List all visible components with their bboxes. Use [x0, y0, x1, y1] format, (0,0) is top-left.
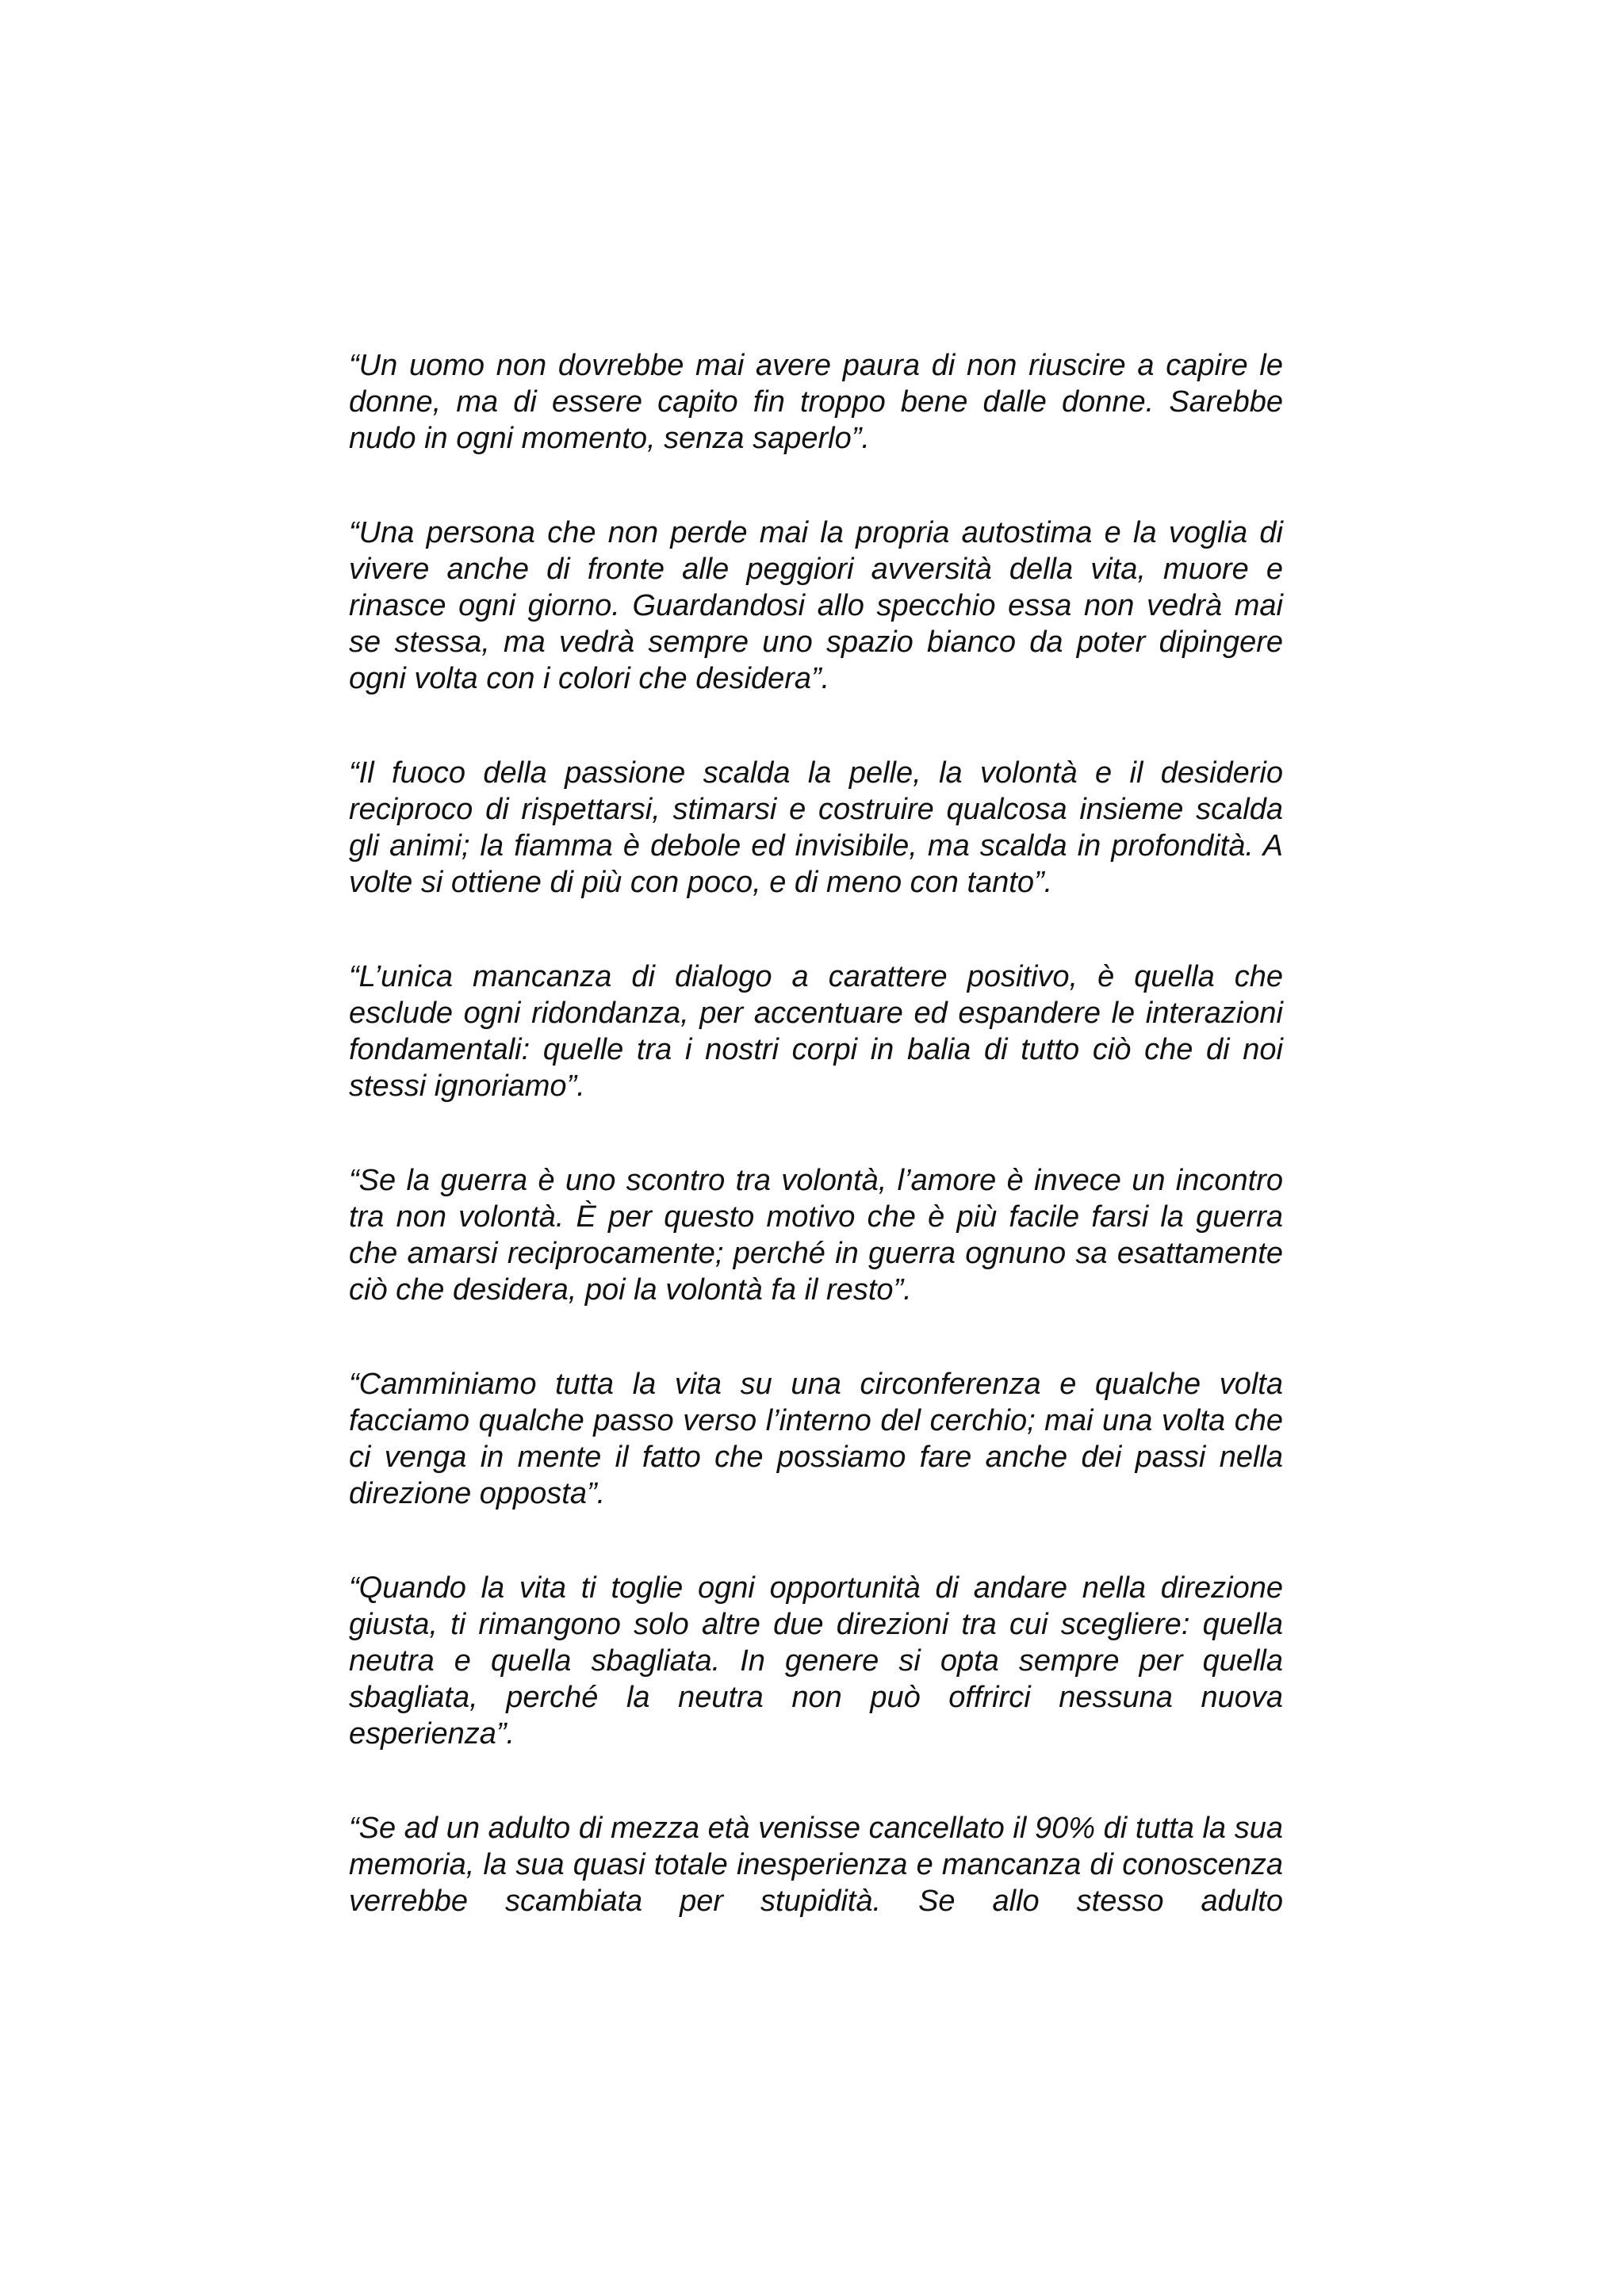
quote-paragraph: “Una persona che non perde mai la propria autostima e la voglia di vivere anche di fronte alle peggiori avversità della vita, muore e rinasce ogni giorno. Guardandosi allo specchio essa non vedrà mai se stessa, ma vedrà sempre uno spazio bianco da poter dipingere ogni volta con i colori che desidera”.: [349, 516, 1283, 695]
quote-paragraph: “Quando la vita ti toglie ogni opportunità di andare nella direzione giusta, ti rimangono solo altre due direzioni tra cui scegliere: quella neutra e quella sbagliata. In genere si opta sempre per quella sbagliata, perché la neutra non può offrirci nessuna nuova esperienza”.: [349, 1571, 1283, 1751]
quote-paragraph: “Camminiamo tutta la vita su una circonferenza e qualche volta facciamo qualche passo verso l’interno del cerchio; mai una volta che ci venga in mente il fatto che possiamo fare anche dei passi nella direzione opposta”.: [349, 1368, 1283, 1510]
quote-paragraph: “Il fuoco della passione scalda la pelle, la volontà e il desiderio reciproco di rispettarsi, stimarsi e costruire qualcosa insieme scalda gli animi; la fiamma è debole ed invisibile, ma scalda in profondità. A volte si ottiene di più con poco, e di meno con tanto”.: [349, 756, 1283, 899]
quotes-column: [349, 347, 1283, 1919]
quote-paragraph-continued: “Se ad un adulto di mezza età venisse cancellato il 90% di tutta la sua memoria, la sua quasi totale inesperienza e mancanza di conoscenza verrebbe scambiata per stupidità. Se allo stesso adulto: [349, 1812, 1283, 1918]
quote-paragraph: “Un uomo non dovrebbe mai avere paura di non riuscire a capire le donne, ma di essere capito fin troppo bene dalle donne. Sarebbe nudo in ogni momento, senza saperlo”.: [349, 349, 1283, 455]
quote-paragraph: “Se la guerra è uno scontro tra volontà, l’amore è invece un incontro tra non volontà. È per questo motivo che è più facile farsi la guerra che amarsi reciprocamente; perché in guerra ognuno sa esattamente ciò che desidera, poi la volontà fa il resto”.: [349, 1164, 1283, 1307]
quote-paragraph: “L’unica mancanza di dialogo a carattere positivo, è quella che esclude ogni ridondanza, per accentuare ed espandere le interazioni fondamentali: quelle tra i nostri corpi in balia di tutto ciò che di noi stessi ignoriamo”.: [349, 960, 1283, 1103]
